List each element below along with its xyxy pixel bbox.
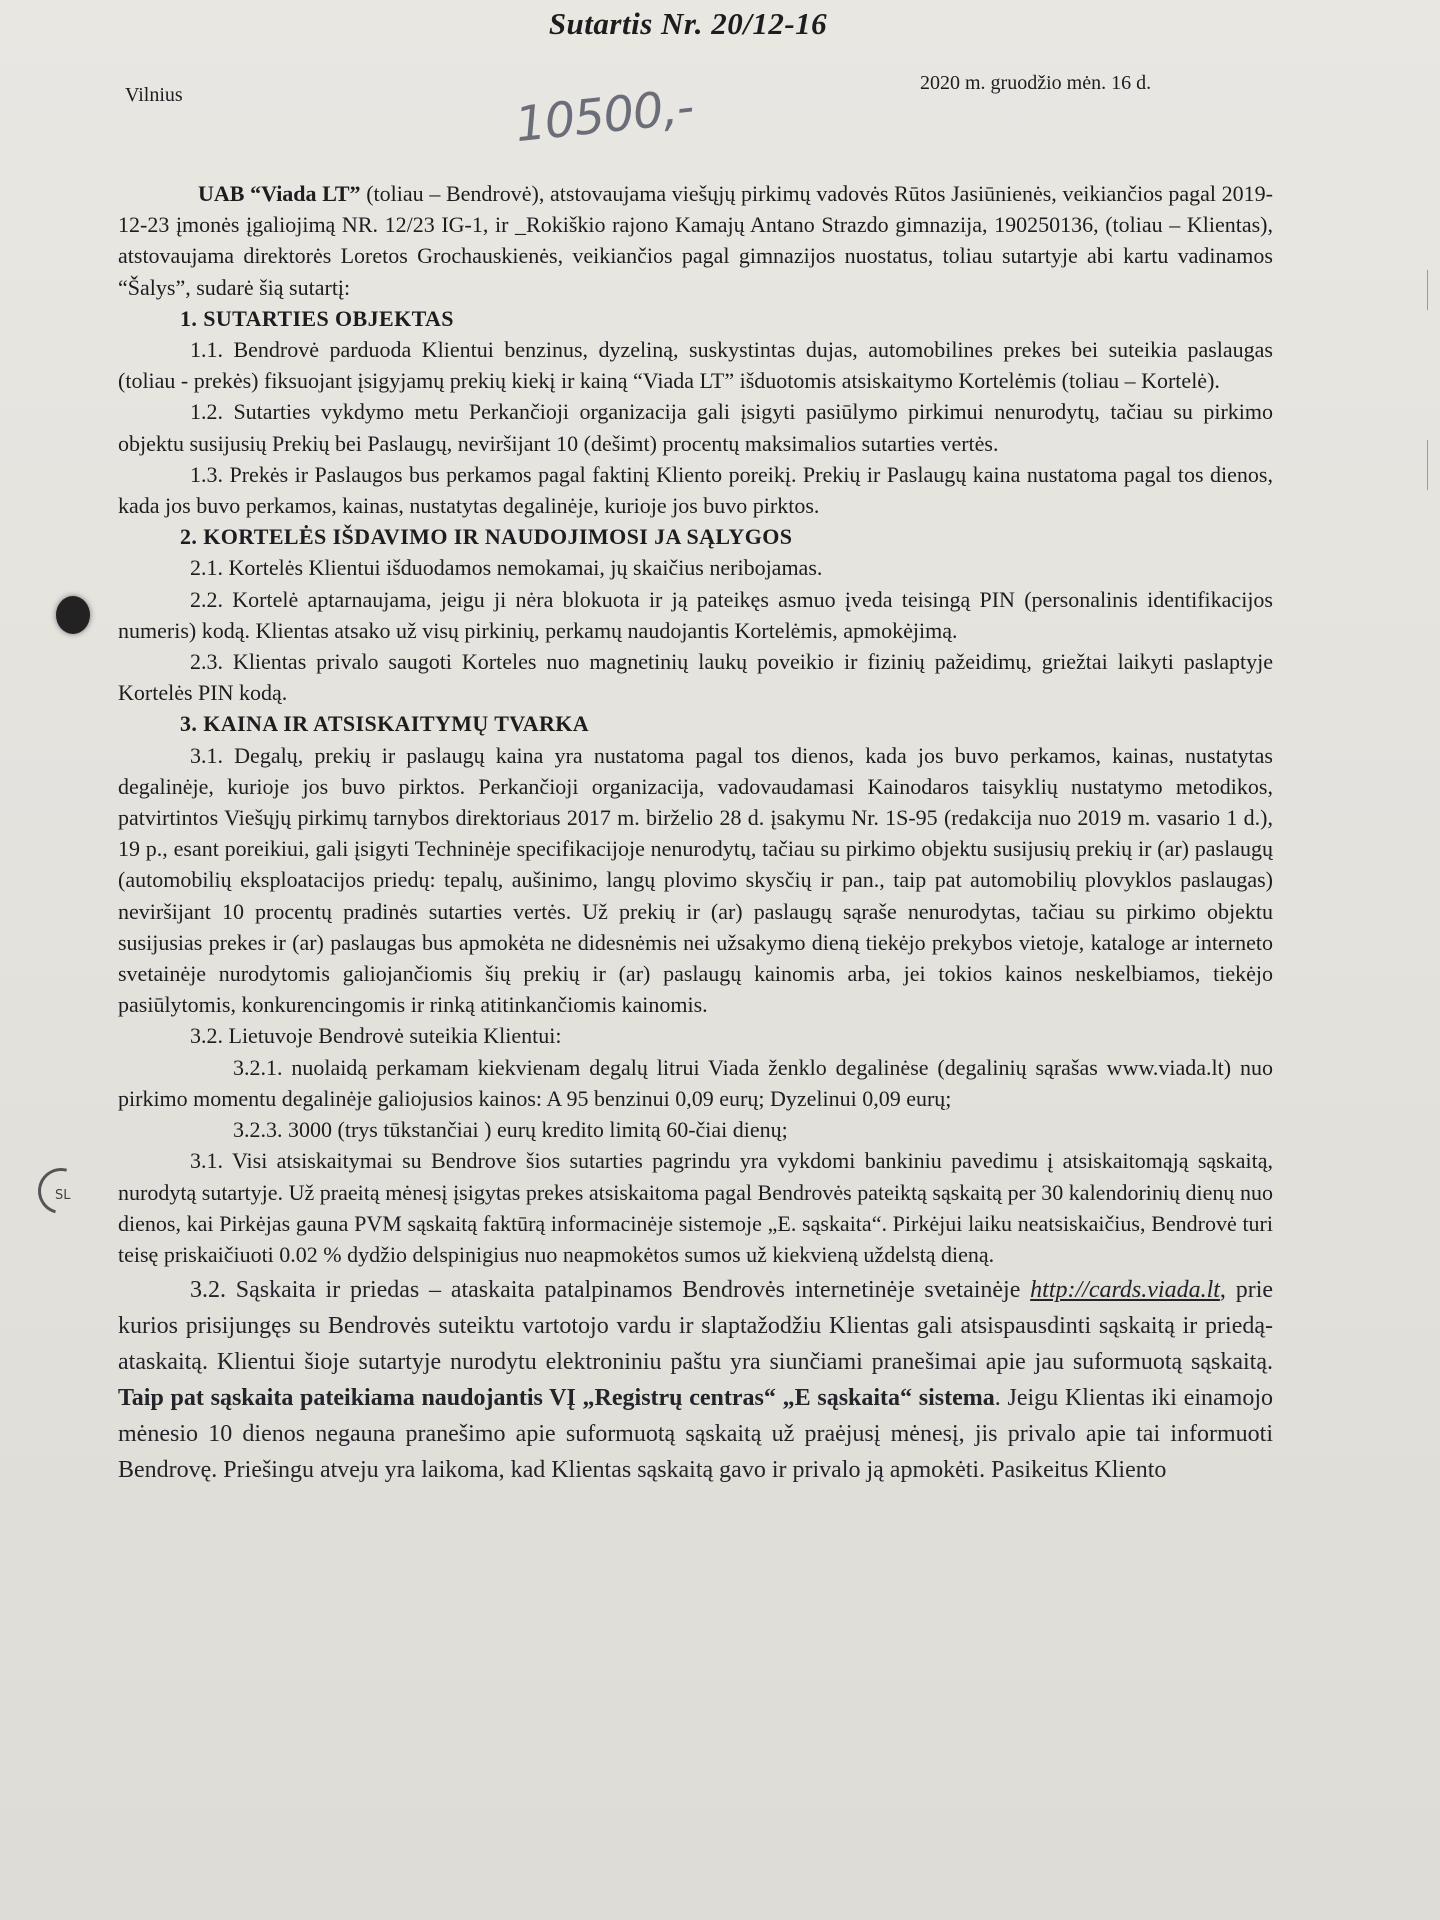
party-name: UAB “Viada LT” [198,181,361,206]
page-edge-mark [1427,270,1428,310]
clause-1-3: 1.3. Prekės ir Paslaugos bus perkamos pagal faktinį Kliento poreikį. Prekių ir Paslaugų kaina nustatoma pagal tos dienos, kada jos buvo perkamos, kainas, nustatytas degalinėje, kurioje jos buvo pirktos. [118,461,1273,519]
contract-date: 2020 m. gruodžio mėn. 16 d. [920,72,1152,94]
contract-city: Vilnius [125,84,183,106]
clause-3-1-payments: 3.1. Visi atsiskaitymai su Bendrove šios sutarties pagrindu yra vykdomi bankiniu pavedimu į atsiskaitomąją sąskaitą, nurodytą sutartyje. Už praeitą mėnesį įsigytas prekes atsiskaitoma pagal Bendrovės pateiktą sąskaitą per 30 kalendorinių dienų nuo dienos, kai Pirkėjas gauna PVM sąskaitą faktūrą informacinėje sistemoje „E. sąskaita“. Pirkėjui laiku neatsiskaičius, Bendrovė turi teisę priskaičiuoti 0.02 % dydžio delspinigius nuo neapmokėtos sumos už kiekvieną uždelstą dieną. [118,1148,1273,1267]
clause-3-1: 3.1. Degalų, prekių ir paslaugų kaina yra nustatoma pagal tos dienos, kada jos buvo perkamos, kainas, nustatytas degalinėje, kurioje jos buvo pirktos. Perkančioji organizacija, vadovaudamasi Kainodaros taisyklių nustatymo metodikos, patvirtintos Viešųjų pirkimų tarnybos direktoriaus 2017 m. birželio 28 d. įsakymu Nr. 1S-95 (redakcija nuo 2019 m. vasario 1 d.), 19 p., esant poreikiui, gali įsigyti Techninėje specifikacijoje nenurodytų, tačiau su pirkimo objektu susijusių prekių ir (ar) paslaugų (automobilių eksploatacijos priedų: tepalų, aušinimo, langų plovimo skysčių ir pan., taip pat automobilių plovyklos paslaugas) neviršijant 10 procentų pradinės sutarties vertės. Už prekių ir (ar) paslaugų sąraše nenurodytas, tačiau su pirkimo objektu susijusias prekes ir (ar) paslaugas bus apmokėta ne didesnėmis nei užsakymo dieną tiekėjo prekybos vietoje, kataloge ar interneto svetainėje nurodytomis galiojančiomis šių prekių ir (ar) paslaugų kainomis arba, jei tokios kainos neskelbiamos, tiekėjo pasiūlytomis, konkurencingomis ir rinką atitinkančiomis kainomis. [118,742,1273,1018]
contract-title: Sutartis Nr. 20/12-16 [548,6,828,41]
clause-3-2: 3.2. Lietuvoje Bendrovė suteikia Klientui: [190,1023,562,1049]
clause-1-1: 1.1. Bendrovė parduoda Klientui benzinus, dyzeliną, suskystintas dujas, automobilines prekes bei suteikia paslaugas (toliau - prekės) fiksuojant įsigyjamų prekių kiekį ir kainą “Viada LT” išduotomis atsiskaitymo Kortelėmis (toliau – Kortelė). [118,337,1273,394]
handwritten-amount: 10500,- [512,78,696,154]
section-heading-3: 3. KAINA IR ATSISKAITYMŲ TVARKA [180,711,590,737]
clause-3-2-invoice-end: . Jeigu Klientas iki einamojo mėnesio 10 dienos negauna pranešimo apie suformuotą sąskaitą už praėjusį mėnesį, jis privalo apie tai informuoti Bendrovę. Priešingu atveju yra laikoma, kad Klientas sąskaitą gavo ir privalo ją apmokėti. Pasikeitus Kliento [118,1385,1273,1484]
cards-viada-link[interactable]: http://cards.viada.lt [1030,1277,1220,1304]
clause-2-3: 2.3. Klientas privalo saugoti Korteles nuo magnetinių laukų poveikio ir fizinių pažeidimų, griežtai laikyti paslaptyje Kortelės PIN kodą. [118,649,1273,706]
clause-3-2-invoice-start: 3.2. Sąskaita ir priedas – ataskaita patalpinamos Bendrovės internetinėje svetainėje [190,1277,1031,1304]
intro-paragraph [118,178,1273,303]
margin-initials: SL [55,1188,71,1203]
clause-3-2-1: 3.2.1. nuolaidą perkamam kiekvienam degalų litrui Viada ženklo degalinėse (degalinių sąrašas www.viada.lt) nuo pirkimo momentu degalinėje galiojusios kainos: A 95 benzinui 0,09 eurų; Dyzelinui 0,09 eurų; [118,1054,1273,1111]
intro-text: (toliau – Bendrovė), atstovaujama viešųjų pirkimų vadovės Rūtos Jasiūnienės, veikiančios pagal 2019-12-23 įmonės įgaliojimą NR. 12/23 IG-1, ir _Rokiškio rajono Kamajų Antano Strazdo gimnazija, 190250136, (toliau – Klientas), atstovaujama direktorės Loretos Grochauskienės, veikiančios pagal gimnazijos nuostatus, toliau sutartyje abi kartu vadinamos “Šalys”, sudarė šią sutartį: [118,181,1273,300]
clause-2-1: 2.1. Kortelės Klientui išduodamos nemokamai, jų skaičius neribojamas. [190,555,823,581]
clause-3-2-invoice-mid: , prie kurios prisijungęs su Bendrovės suteiktu vartotojo vardu ir slaptažodžiu Klientas gali atsispausdinti sąskaitą ir priedą-ataskaitą. Klientui šioje sutartyje nurodytu elektroniniu paštu yra siunčiami pranešimai apie jau suformuotą sąskaitą. [118,1277,1274,1376]
clause-1-2: 1.2. Sutarties vykdymo metu Perkančioji organizacija gali įsigyti pasiūlymo pirkimui nenurodytų, tačiau su pirkimo objektu susijusių Prekių bei Paslaugų, neviršijant 10 (dešimt) procentų maksimalios sutarties vertės. [118,399,1273,456]
clause-3-2-invoice [118,1272,1273,1488]
page-edge-mark [1427,440,1428,490]
punch-hole-icon [56,596,90,634]
clause-3-2-invoice-bold: Taip pat sąskaita pateikiama naudojantis VĮ „Registrų centras“ „E sąskaita“ sistema [118,1385,995,1412]
clause-3-2-3: 3.2.3. 3000 (trys tūkstančiai ) eurų kredito limitą 60-čiai dienų; [233,1117,788,1143]
section-heading-1: 1. SUTARTIES OBJEKTAS [180,305,454,331]
section-heading-2: 2. KORTELĖS IŠDAVIMO IR NAUDOJIMOSI JA SĄLYGOS [180,524,793,550]
clause-2-2: 2.2. Kortelė aptarnaujama, jeigu ji nėra blokuota ir ją pateikęs asmuo įveda teisingą PIN (personalinis identifikacijos numeris) kodą. Klientas atsako už visų pirkinių, perkamų naudojantis Kortelėmis, apmokėjimą. [118,586,1273,643]
contract-body [118,178,1273,1488]
